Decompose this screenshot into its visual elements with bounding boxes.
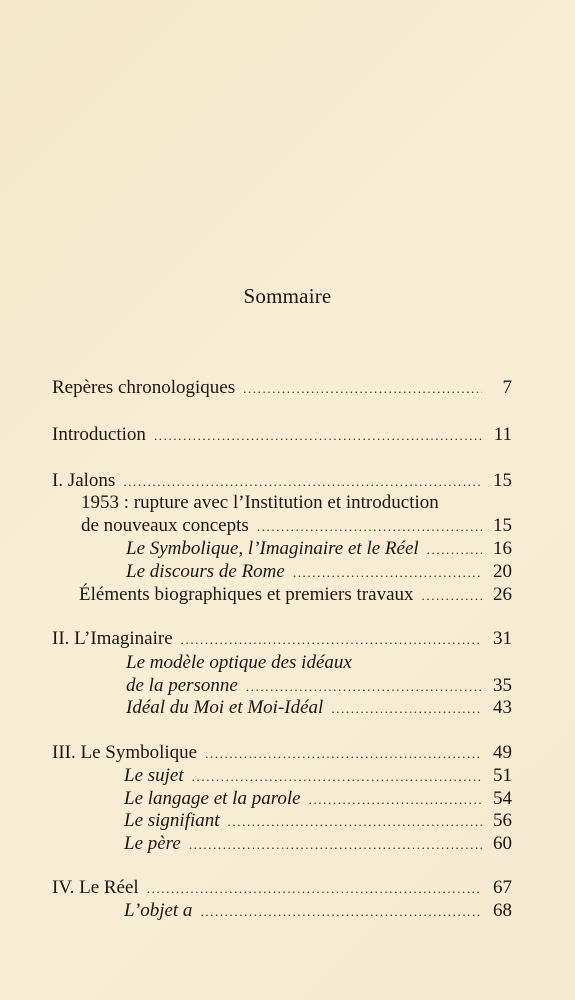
toc-entry-label: L’objet a	[124, 900, 193, 921]
toc-leader-dots	[189, 833, 482, 856]
toc-page-number: 60	[493, 833, 512, 854]
toc-leader-dots	[243, 377, 482, 400]
toc-leader-dots	[309, 788, 482, 811]
toc-entry-label: Le Symbolique, l’Imaginaire et le Réel	[126, 538, 419, 559]
toc-entry-label: I. Jalons	[52, 470, 116, 491]
toc-entry	[81, 491, 512, 514]
toc-leader-dots	[200, 900, 482, 923]
toc-entry-label: Le signifiant	[124, 810, 220, 831]
toc-entry-label: Le langage et la parole	[124, 788, 301, 809]
toc-entry	[52, 741, 512, 765]
toc-entry-label: 1953 : rupture avec l’Institution et introduction	[81, 492, 439, 513]
toc-entry-label: Éléments biographiques et premiers travaux	[79, 584, 414, 605]
toc-entry	[52, 627, 512, 651]
toc-page-number: 31	[493, 628, 512, 649]
toc-page-number: 16	[493, 538, 512, 559]
toc-entry	[124, 899, 512, 923]
toc-entry-label: III. Le Symbolique	[52, 742, 198, 763]
toc-page-number: 20	[493, 561, 512, 582]
toc-entry	[124, 787, 512, 811]
toc-entry-label: Le discours de Rome	[126, 561, 285, 582]
toc-leader-dots	[331, 697, 482, 720]
toc-entry	[79, 583, 512, 607]
toc-leader-dots	[228, 810, 482, 833]
toc-page-number: 56	[493, 810, 512, 831]
toc-leader-dots	[147, 877, 482, 900]
toc-entry	[124, 832, 512, 856]
toc-leader-dots	[192, 765, 482, 788]
toc-entry	[124, 809, 512, 833]
toc-entry	[81, 514, 512, 538]
toc-page-number: 11	[493, 424, 512, 445]
toc-leader-dots	[422, 584, 482, 607]
toc-entry-label: Idéal du Moi et Moi-Idéal	[126, 697, 324, 718]
toc-entry	[52, 376, 512, 400]
toc-entry-label: IV. Le Réel	[52, 877, 139, 898]
toc-leader-dots	[246, 675, 482, 698]
toc-leader-dots	[293, 561, 482, 584]
toc-page-number: 26	[493, 584, 512, 605]
toc-leader-dots	[427, 538, 482, 561]
toc-entry	[126, 537, 512, 561]
toc-page-number: 7	[502, 377, 512, 398]
toc-page-number: 68	[493, 900, 512, 921]
toc-page-number: 15	[493, 515, 512, 536]
toc-leader-dots	[257, 515, 482, 538]
toc-leader-dots	[154, 424, 482, 447]
toc-page-number: 51	[493, 765, 512, 786]
toc-entry	[52, 469, 512, 493]
toc-page-number: 67	[493, 877, 512, 898]
toc-entry	[126, 674, 512, 698]
toc-page-number: 43	[493, 697, 512, 718]
toc-entry	[52, 423, 512, 447]
toc-entry-label: Repères chronologiques	[52, 377, 236, 398]
toc-entry	[126, 651, 512, 674]
toc-leader-dots	[123, 470, 482, 493]
toc-leader-dots	[181, 628, 482, 651]
toc-page-number: 49	[493, 742, 512, 763]
toc-page-number: 54	[493, 788, 512, 809]
toc-page-number: 15	[493, 470, 512, 491]
toc-entry	[126, 560, 512, 584]
toc-leader-dots	[205, 742, 482, 765]
toc-entry	[126, 696, 512, 720]
toc-entry-label: II. L’Imaginaire	[52, 628, 173, 649]
toc-entry-label: de la personne	[126, 675, 238, 696]
page-title: Sommaire	[243, 284, 332, 308]
toc-page-number: 35	[493, 675, 512, 696]
toc-entry	[52, 876, 512, 900]
toc-entry-label: Le sujet	[124, 765, 184, 786]
toc-entry	[124, 764, 512, 788]
toc-entry-label: Introduction	[52, 424, 146, 445]
toc-entry-label: Le père	[124, 833, 181, 854]
toc-entry-label: de nouveaux concepts	[81, 515, 249, 536]
toc-entry-label: Le modèle optique des idéaux	[126, 652, 352, 673]
